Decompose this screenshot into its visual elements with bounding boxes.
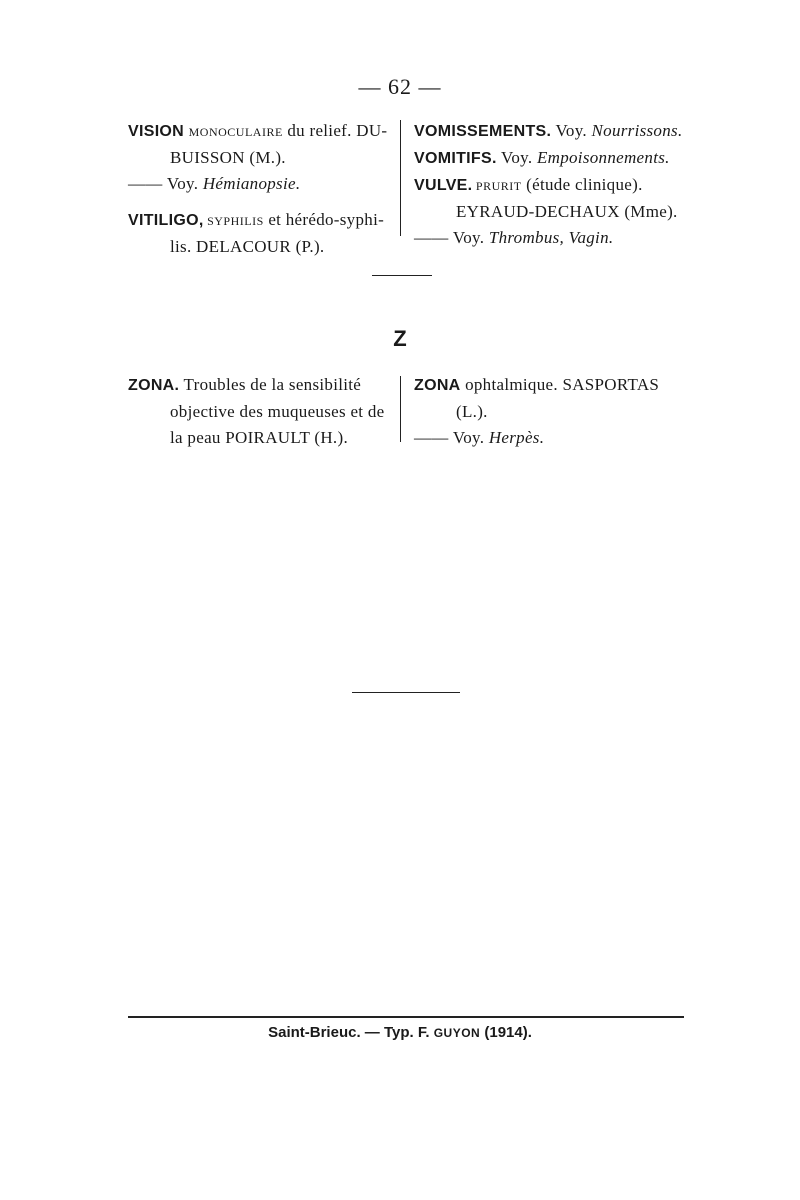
imprint-text: Saint-Brieuc. — Typ. F.	[268, 1024, 434, 1041]
index-entry-vomissements	[414, 118, 689, 145]
footer-rule	[128, 1016, 684, 1018]
entry-heading: VITILIGO,	[128, 212, 204, 229]
imprint-printer-name: GUYON	[433, 1026, 481, 1040]
section-letter: Z	[393, 326, 407, 351]
left-column-bottom	[128, 372, 396, 451]
entry-text: ophtalmique. SASPORTAS	[460, 375, 660, 394]
entry-text: Troubles de la sensibilité	[179, 375, 362, 394]
see-also-prefix: —— Voy.	[128, 174, 203, 193]
index-entry-vulve	[414, 172, 689, 251]
page-number: — 62 —	[358, 74, 442, 99]
entry-text: Voy.	[496, 148, 537, 167]
printer-imprint	[0, 1024, 800, 1041]
end-divider	[352, 692, 460, 693]
entry-text: et hérédo-syphi-	[263, 210, 385, 229]
see-also-reference: Empoisonnements.	[536, 148, 670, 167]
right-column-bottom	[414, 372, 689, 451]
index-entry-vision	[128, 118, 396, 197]
right-column-top	[414, 118, 689, 251]
entry-heading: VOMITIFS.	[414, 150, 497, 167]
see-also-reference: Herpès.	[488, 428, 545, 447]
entry-subheading: SYPHILIS	[203, 214, 264, 228]
entry-text: EYRAUD-DECHAUX (Mme).	[456, 202, 678, 221]
see-also-reference: Thrombus, Vagin.	[488, 228, 614, 247]
index-entry-vitiligo	[128, 207, 396, 260]
entry-heading: ZONA.	[128, 377, 180, 394]
left-column-top	[128, 118, 396, 266]
column-divider-bottom	[400, 376, 401, 442]
see-also-reference: Hémianopsie.	[202, 174, 301, 193]
entry-text: lis. DELACOUR (P.).	[170, 237, 325, 256]
imprint-year: (1914).	[480, 1024, 532, 1041]
see-also-prefix: —— Voy.	[414, 228, 489, 247]
index-entry-vomitifs	[414, 145, 689, 172]
entry-text: objective des muqueuses et de	[170, 402, 385, 421]
entry-text: BUISSON (M.).	[170, 148, 286, 167]
see-also-prefix: —— Voy.	[414, 428, 489, 447]
entry-subheading: MONOCULAIRE	[188, 125, 283, 139]
entry-text: la peau POIRAULT (H.).	[170, 428, 348, 447]
entry-heading: VISION	[128, 123, 185, 140]
entry-text: Voy.	[551, 121, 592, 140]
column-divider-top	[400, 120, 401, 236]
entry-heading: VULVE.	[414, 177, 473, 194]
entry-text: (L.).	[456, 402, 488, 421]
section-divider	[372, 275, 432, 276]
see-also-reference: Nourrissons.	[591, 121, 683, 140]
entry-heading: ZONA	[414, 377, 461, 394]
entry-text: (étude clinique).	[521, 175, 643, 194]
entry-text: du relief. DU-	[282, 121, 388, 140]
index-entry-zona-ophtalmique	[414, 372, 689, 451]
entry-subheading: PRURIT	[472, 179, 522, 193]
index-entry-zona	[128, 372, 396, 451]
entry-heading: VOMISSEMENTS.	[414, 123, 552, 140]
